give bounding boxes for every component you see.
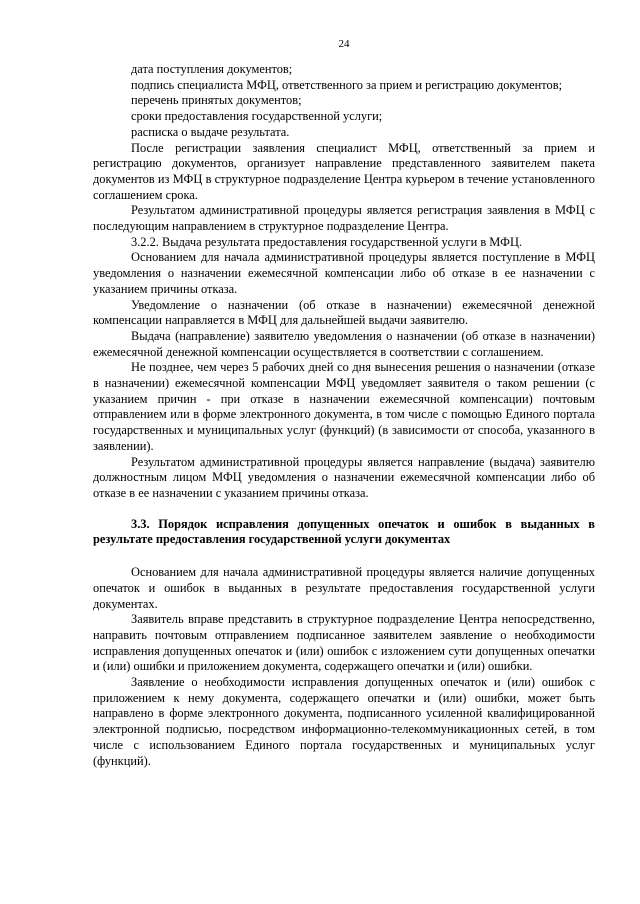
body-bottom: [93, 565, 595, 769]
paragraph: Заявитель вправе представить в структурное подразделение Центра непосредственно, направить почтовым отправлением подписанное заявителем заявление о необходимости исправления допущенных опечаток и (или) ошибок с изложением сути допущенных опечатки и (или) ошибки и приложением документа, содержащего опечатки и (или) ошибки.: [93, 612, 595, 674]
paragraph: После регистрации заявления специалист МФЦ, ответственный за прием и регистрацию документов, организует направление представленного заявителем пакета документов из МФЦ в структурное подразделение Центра курьером в течение установленного соглашением срока.: [93, 140, 595, 202]
paragraph: Результатом административной процедуры является регистрация заявления в МФЦ с последующим направлением в структурное подразделение Центра.: [93, 203, 595, 234]
paragraph: Результатом административной процедуры является направление (выдача) заявителю должностным лицом МФЦ уведомления о назначении ежемесячной компенсации либо об отказе в ее назначении с указанием причины отказа.: [93, 454, 595, 500]
page-number: 24: [338, 38, 350, 50]
subsection-title: 3.2.2. Выдача результата предоставления государственной услуги в МФЦ.: [131, 234, 522, 249]
body-top: [93, 62, 595, 502]
paragraph: Заявление о необходимости исправления допущенных опечаток и (или) ошибок с приложением к нему документа, содержащего опечатки и (или) ошибки, может быть направлено в форме электронного документа, подписанного усиленной квалифицированной электронной подписью, посредством информационно-телекоммуникационных сетей, в том числе с использованием Единого портала государственных и муниципальных услуг (функций).: [93, 675, 595, 768]
paragraph: Выдача (направление) заявителю уведомления о назначении (об отказе в назначении) ежемесячной денежной компенсации осуществляется в соответствии с соглашением.: [93, 328, 595, 359]
paragraph: дата поступления документов;: [131, 62, 293, 76]
section-heading: 3.3. Порядок исправления допущенных опечаток и ошибок в выданных в результате предоставления государственной услуги документах: [93, 516, 595, 547]
paragraph: расписка о выдаче результата.: [131, 124, 290, 139]
paragraph: Уведомление о назначении (об отказе в назначении) ежемесячной денежной компенсации направляется в МФЦ для дальнейшей выдачи заявителю.: [93, 297, 595, 328]
paragraph: Основанием для начала административной процедуры является наличие допущенных опечаток и ошибок в выданных в результате предоставления государственной услуги документах.: [93, 565, 595, 611]
paragraph: подпись специалиста МФЦ, ответственного за прием и регистрацию документов;: [131, 77, 563, 92]
paragraph: перечень принятых документов;: [131, 93, 302, 108]
paragraph: Не позднее, чем через 5 рабочих дней со дня вынесения решения о назначении (отказе в назначении) ежемесячной компенсации МФЦ уведомляет заявителя о таком решении (с указанием причин - при отказе в назначении ежемесячной компенсации) почтовым отправлением или в форме электронного документа, в том числе с помощью Единого портала государственных и муниципальных услуг (функций) (в зависимости от способа, указанного в заявлении).: [93, 360, 595, 453]
paragraph: Основанием для начала административной процедуры является поступление в МФЦ уведомления о назначении ежемесячной компенсации либо об отказе в ее назначении с указанием причины отказа.: [93, 250, 595, 296]
paragraph: сроки предоставления государственной услуги;: [131, 109, 383, 124]
